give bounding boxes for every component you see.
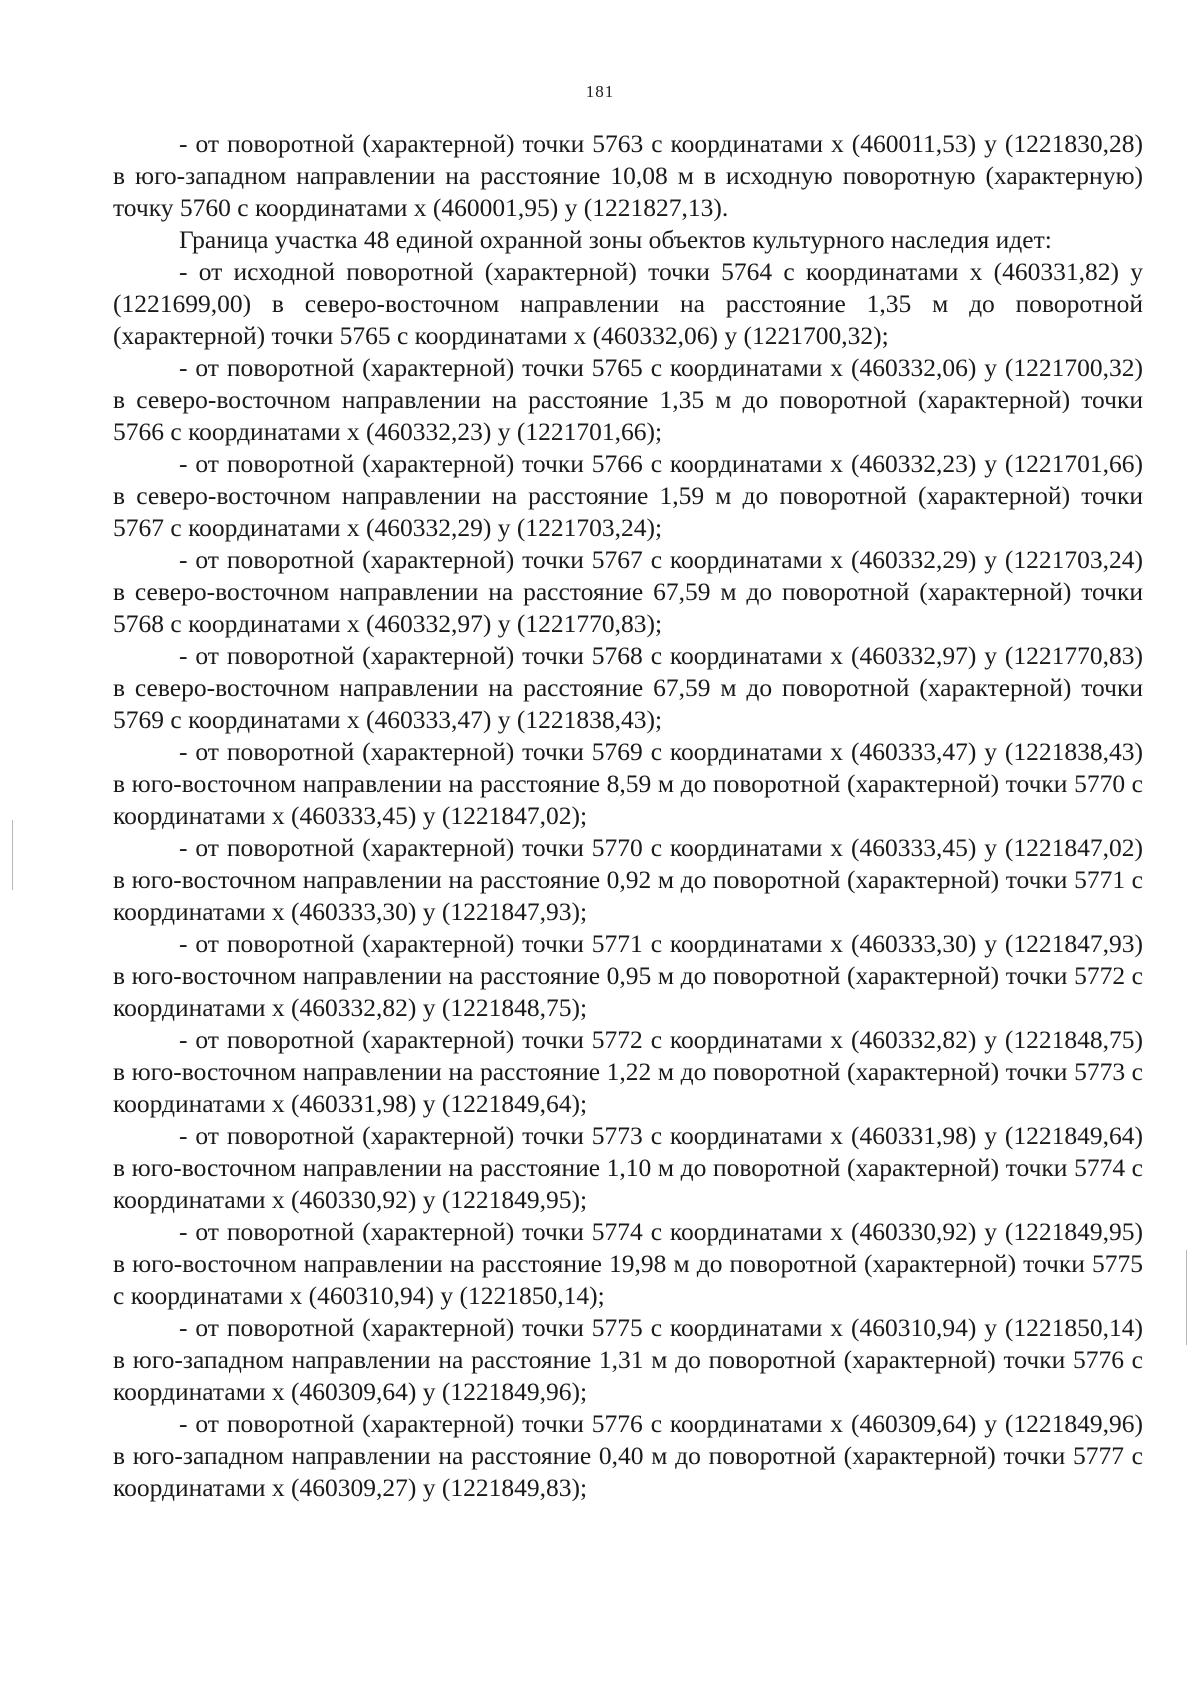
boundary-item: - от поворотной (характерной) точки 5768 с координатами х (460332,97) у (1221770,83) в северо-восточном направлении на расстояние 67,59 м до поворотной (характерной) точки 5769 с координатами х (460333,47) у (1221838,43); <box>113 641 1143 734</box>
scan-artifact-left <box>12 820 13 890</box>
boundary-item: - от поворотной (характерной) точки 5766 с координатами х (460332,23) у (1221701,66) в северо-восточном направлении на расстояние 1,59 м до поворотной (характерной) точки 5767 с координатами х (460332,29) у (1221703,24); <box>113 449 1143 542</box>
boundary-item: - от поворотной (характерной) точки 5773 с координатами х (460331,98) у (1221849,64) в юго-восточном направлении на расстояние 1,10 м до поворотной (характерной) точки 5774 с координатами х (460330,92) у (1221849,95); <box>113 1121 1143 1214</box>
document-body <box>113 128 1143 1504</box>
boundary-item: - от поворотной (характерной) точки 5772 с координатами х (460332,82) у (1221848,75) в юго-восточном направлении на расстояние 1,22 м до поворотной (характерной) точки 5773 с координатами х (460331,98) у (1221849,64); <box>113 1025 1143 1118</box>
scan-artifact-right <box>1186 1250 1187 1345</box>
boundary-item: - от поворотной (характерной) точки 5770 с координатами х (460333,45) у (1221847,02) в юго-восточном направлении на расстояние 0,92 м до поворотной (характерной) точки 5771 с координатами х (460333,30) у (1221847,93); <box>113 833 1143 926</box>
page-number: 181 <box>585 82 615 101</box>
section-heading: Граница участка 48 единой охранной зоны объектов культурного наследия идет: <box>179 225 1052 254</box>
boundary-item: - от поворотной (характерной) точки 5771 с координатами х (460333,30) у (1221847,93) в юго-восточном направлении на расстояние 0,95 м до поворотной (характерной) точки 5772 с координатами х (460332,82) у (1221848,75); <box>113 929 1143 1022</box>
boundary-item: - от поворотной (характерной) точки 5769 с координатами х (460333,47) у (1221838,43) в юго-восточном направлении на расстояние 8,59 м до поворотной (характерной) точки 5770 с координатами х (460333,45) у (1221847,02); <box>113 737 1143 830</box>
boundary-item: - от поворотной (характерной) точки 5776 с координатами х (460309,64) у (1221849,96) в юго-западном направлении на расстояние 0,40 м до поворотной (характерной) точки 5777 с координатами х (460309,27) у (1221849,83); <box>113 1409 1143 1502</box>
boundary-item: - от поворотной (характерной) точки 5765 с координатами х (460332,06) у (1221700,32) в северо-восточном направлении на расстояние 1,35 м до поворотной (характерной) точки 5766 с координатами х (460332,23) у (1221701,66); <box>113 353 1143 446</box>
intro-paragraph: - от поворотной (характерной) точки 5763 с координатами х (460011,53) у (1221830,28) в юго-западном направлении на расстояние 10,08 м в исходную поворотную (характерную) точку 5760 с координатами х (460001,95) у (1221827,13). <box>113 129 1143 222</box>
boundary-item: - от поворотной (характерной) точки 5767 с координатами х (460332,29) у (1221703,24) в северо-восточном направлении на расстояние 67,59 м до поворотной (характерной) точки 5768 с координатами х (460332,97) у (1221770,83); <box>113 545 1143 638</box>
boundary-item: - от исходной поворотной (характерной) точки 5764 с координатами х (460331,82) у (1221699,00) в северо-восточном направлении на расстояние 1,35 м до поворотной (характерной) точки 5765 с координатами х (460332,06) у (1221700,32); <box>113 257 1143 350</box>
boundary-item: - от поворотной (характерной) точки 5774 с координатами х (460330,92) у (1221849,95) в юго-восточном направлении на расстояние 19,98 м до поворотной (характерной) точки 5775 с координатами х (460310,94) у (1221850,14); <box>113 1217 1143 1310</box>
boundary-item: - от поворотной (характерной) точки 5775 с координатами х (460310,94) у (1221850,14) в юго-западном направлении на расстояние 1,31 м до поворотной (характерной) точки 5776 с координатами х (460309,64) у (1221849,96); <box>113 1313 1143 1406</box>
